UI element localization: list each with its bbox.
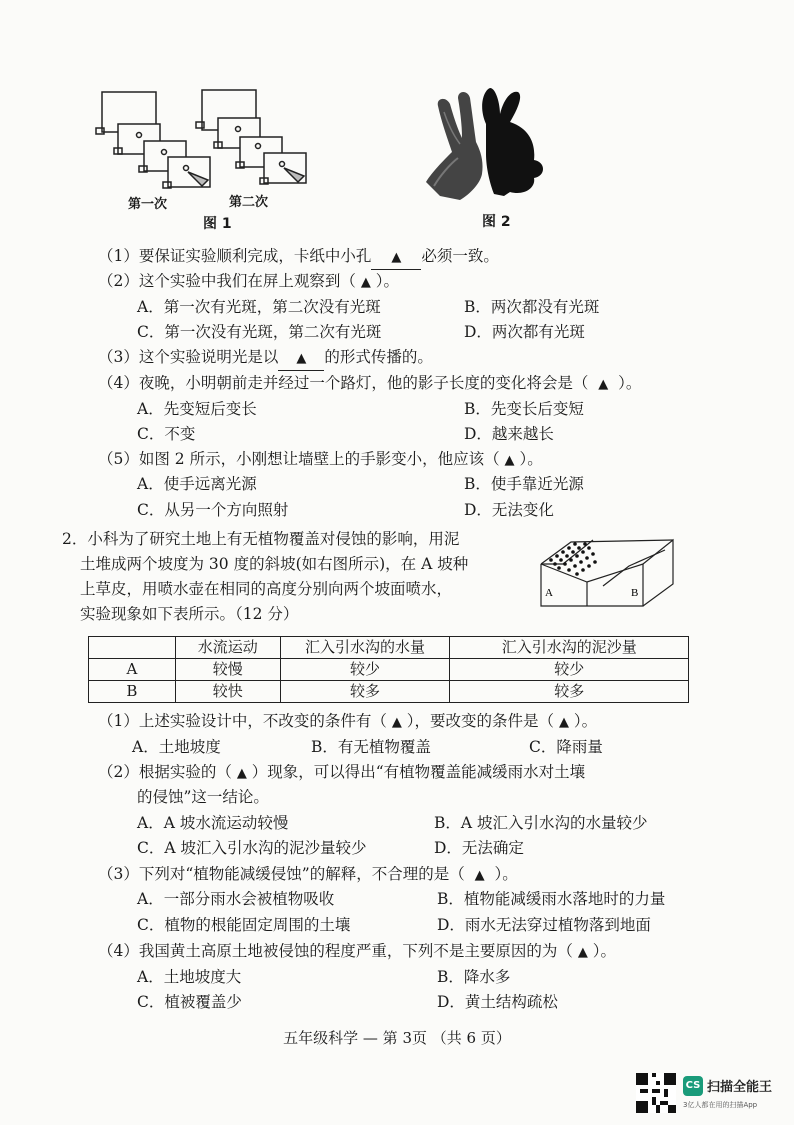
scanner-watermark-title: 扫描全能王 xyxy=(707,1080,773,1095)
scanner-watermark-subtitle: 3亿人都在用的扫描App xyxy=(683,1101,758,1109)
answer-triangle-icon: ▲ xyxy=(296,351,307,366)
answer-blank xyxy=(371,245,421,270)
scanner-logo-icon: CS xyxy=(683,1076,703,1096)
question-1-4: （4）夜晚，小明朝前走并经过一个路灯，他的影子长度的变化将会是（ ▲ ）。 xyxy=(98,374,642,392)
option-1-2-d: D．两次都有光斑 xyxy=(464,323,585,341)
answer-triangle-icon: ▲ xyxy=(598,377,609,392)
question-1-2: （2）这个实验中我们在屏上观察到（ ▲ ）。 xyxy=(98,272,400,290)
question-2-4: （4）我国黄土高原土地被侵蚀的程度严重，下列不是主要原因的为（ ▲ ）。 xyxy=(98,942,617,960)
answer-triangle-icon: ▲ xyxy=(558,715,569,730)
figure-1-label-first: 第一次 xyxy=(128,197,168,212)
answer-triangle-icon: ▲ xyxy=(391,715,402,730)
option-1-5-a: A．使手远离光源 xyxy=(137,475,257,493)
table-cell: 较快 xyxy=(175,681,280,703)
option-2-4-d: D．黄土结构疏松 xyxy=(437,993,558,1011)
table-cell: 较慢 xyxy=(175,659,280,681)
option-2-4-b: B．降水多 xyxy=(437,968,511,986)
table-cell: 较多 xyxy=(280,681,450,703)
table-row xyxy=(89,681,689,703)
option-2-3-c: C．植物的根能固定周围的土壤 xyxy=(137,916,351,934)
option-2-2-b: B．A 坡汇入引水沟的水量较少 xyxy=(434,814,648,832)
answer-triangle-icon: ▲ xyxy=(577,945,588,960)
option-2-1-a: A．土地坡度 xyxy=(132,738,221,756)
figure-2-caption: 图 2 xyxy=(482,214,511,230)
option-1-5-d: D．无法变化 xyxy=(464,501,554,519)
table-row xyxy=(89,659,689,681)
answer-triangle-icon: ▲ xyxy=(360,275,371,290)
figure-1-label-second: 第二次 xyxy=(229,195,269,210)
option-2-4-c: C．植被覆盖少 xyxy=(137,993,242,1011)
page-footer: 五年级科学 — 第 3页 （共 6 页） xyxy=(283,1029,511,1047)
table-header-cell: 汇入引水沟的泥沙量 xyxy=(450,637,689,659)
option-2-3-a: A．一部分雨水会被植物吸收 xyxy=(137,890,335,908)
option-2-1-c: C．降雨量 xyxy=(529,738,603,756)
question-2-intro-line-1: 2．小科为了研究土地上有无植物覆盖对侵蚀的影响，用泥 xyxy=(62,530,460,548)
question-2-intro-line-4: 实验现象如下表所示。（12 分） xyxy=(80,605,299,623)
answer-triangle-icon: ▲ xyxy=(391,250,402,265)
option-1-2-a: A．第一次有光斑，第二次没有光斑 xyxy=(137,298,381,316)
option-1-2-b: B．两次都没有光斑 xyxy=(464,298,600,316)
figure-2-hand-shadow xyxy=(420,84,550,200)
option-2-4-a: A．土地坡度大 xyxy=(137,968,242,986)
question-2-2-continuation: 的侵蚀”这一结论。 xyxy=(137,788,269,806)
option-1-4-a: A．先变短后变长 xyxy=(137,400,257,418)
option-1-5-b: B．使手靠近光源 xyxy=(464,475,584,493)
option-1-4-d: D．越来越长 xyxy=(464,425,554,443)
slope-diagram xyxy=(537,526,677,610)
table-header-row xyxy=(89,637,689,659)
table-cell: A xyxy=(89,659,176,681)
option-2-2-d: D．无法确定 xyxy=(434,839,524,857)
question-1-5: （5）如图 2 所示，小刚想让墙壁上的手影变小，他应该（ ▲ ）。 xyxy=(98,450,543,468)
question-2-intro-line-3: 上草皮，用喷水壶在相同的高度分别向两个坡面喷水， xyxy=(80,580,453,598)
option-1-2-c: C．第一次没有光斑，第二次有光斑 xyxy=(137,323,382,341)
figure-1-diagram xyxy=(88,86,318,206)
experiment-results-table xyxy=(88,636,689,703)
option-1-5-c: C．从另一个方向照射 xyxy=(137,501,289,519)
table-header-cell: 水流运动 xyxy=(175,637,280,659)
question-2-1: （1）上述实验设计中，不改变的条件有（ ▲ ），要改变的条件是（ ▲ ）。 xyxy=(98,712,598,730)
slope-label-b: B xyxy=(631,587,639,599)
answer-triangle-icon: ▲ xyxy=(504,453,515,468)
question-2-3: （3）下列对“植物能减缓侵蚀”的解释，不合理的是（ ▲ ）。 xyxy=(98,865,518,883)
table-cell: B xyxy=(89,681,176,703)
answer-blank xyxy=(278,346,324,371)
question-1-3: （3）这个实验说明光是以 ▲ 的形式传播的。 xyxy=(98,346,433,371)
table-header-cell: 汇入引水沟的水量 xyxy=(280,637,450,659)
question-2-intro-line-2: 土堆成两个坡度为 30 度的斜坡(如右图所示)，在 A 坡种 xyxy=(80,555,469,573)
option-2-3-b: B．植物能减缓雨水落地时的力量 xyxy=(437,890,666,908)
slope-label-a: A xyxy=(545,587,553,599)
table-header-cell xyxy=(89,637,176,659)
option-1-4-c: C．不变 xyxy=(137,425,196,443)
option-1-4-b: B．先变长后变短 xyxy=(464,400,584,418)
option-2-1-b: B．有无植物覆盖 xyxy=(311,738,431,756)
table-cell: 较少 xyxy=(450,659,689,681)
table-cell: 较多 xyxy=(450,681,689,703)
option-2-2-c: C．A 坡汇入引水沟的泥沙量较少 xyxy=(137,839,367,857)
table-cell: 较少 xyxy=(280,659,450,681)
answer-triangle-icon: ▲ xyxy=(236,766,247,781)
question-2-2: （2）根据实验的（ ▲ ）现象，可以得出“有植物覆盖能减缓雨水对土壤 xyxy=(98,763,586,781)
qr-code-icon xyxy=(636,1073,676,1113)
question-1-1: （1）要保证实验顺利完成，卡纸中小孔 ▲ 必须一致。 xyxy=(98,245,499,270)
answer-triangle-icon: ▲ xyxy=(474,868,485,883)
option-2-2-a: A．A 坡水流运动较慢 xyxy=(137,814,289,832)
figure-1-caption: 图 1 xyxy=(203,216,232,232)
option-2-3-d: D．雨水无法穿过植物落到地面 xyxy=(437,916,651,934)
